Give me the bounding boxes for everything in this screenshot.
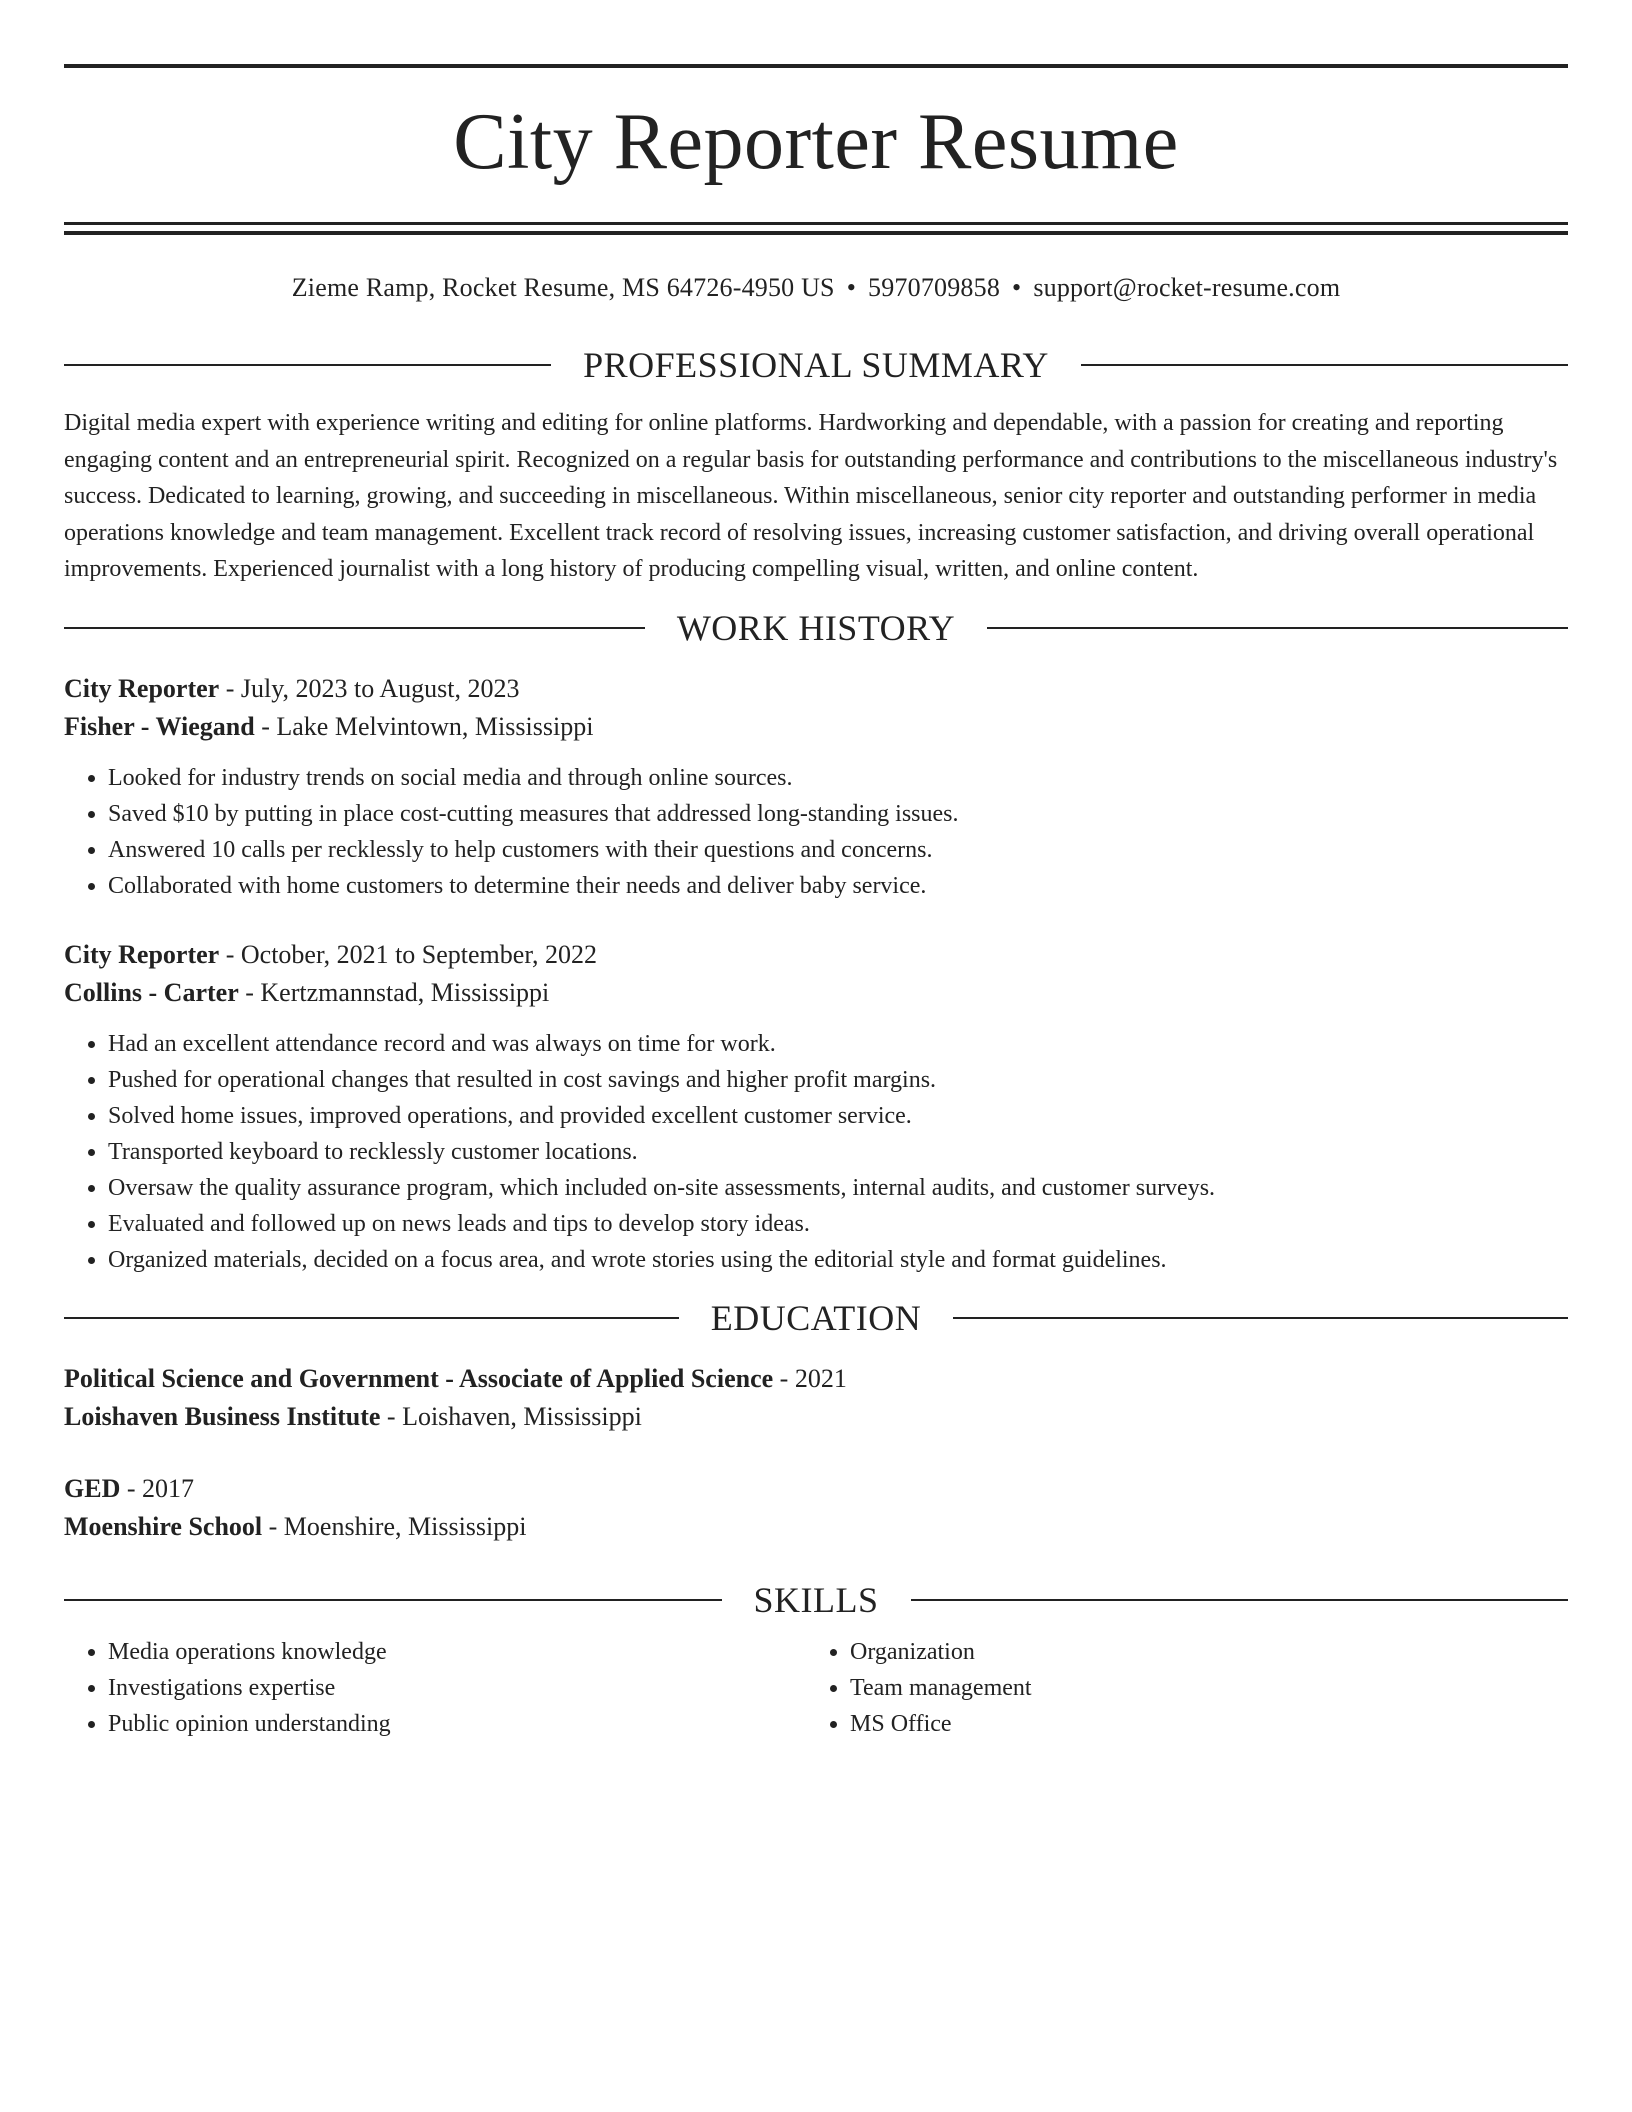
section-rule — [64, 627, 645, 629]
job-bullet: • Pushed for operational changes that resulted in cost savings and higher profit margins. — [108, 1062, 1568, 1098]
skill-item: • Investigations expertise — [108, 1670, 806, 1706]
education-school: Loishaven Business Institute — [64, 1401, 381, 1431]
job-location: - Kertzmannstad, Mississippi — [245, 977, 550, 1007]
skill-item: • Media operations knowledge — [108, 1634, 806, 1670]
section-rule — [987, 627, 1568, 629]
education-entry — [64, 1360, 1568, 1436]
contact-separator: • — [846, 273, 857, 302]
job-bullet: • Looked for industry trends on social media and through online sources. — [108, 760, 1568, 796]
job-location: - Lake Melvintown, Mississippi — [261, 711, 594, 741]
job-bullets — [64, 1026, 1568, 1278]
job-title: City Reporter — [64, 939, 220, 969]
education-year: - 2021 — [779, 1363, 847, 1393]
job-bullets — [64, 760, 1568, 904]
skills-columns — [64, 1634, 1568, 1742]
section-title: PROFESSIONAL SUMMARY — [583, 345, 1049, 385]
section-rule — [911, 1599, 1569, 1601]
contact-separator: • — [1012, 273, 1022, 302]
job-title-line — [64, 936, 1568, 974]
job-company: Collins - Carter — [64, 977, 239, 1007]
job-bullet: • Answered 10 calls per recklessly to help customers with their questions and concerns. — [108, 832, 1568, 868]
resume-title: City Reporter Resume — [453, 98, 1179, 186]
education-school: Moenshire School — [64, 1511, 263, 1541]
education-location: - Moenshire, Mississippi — [268, 1511, 527, 1541]
education-entry — [64, 1470, 1568, 1546]
skill-item: • MS Office — [850, 1706, 1548, 1742]
job-bullet: • Oversaw the quality assurance program, which included on-site assessments, internal audits, and customer surveys. — [108, 1170, 1568, 1206]
skill-item: • Public opinion understanding — [108, 1706, 806, 1742]
job-bullet: • Transported keyboard to recklessly customer locations. — [108, 1134, 1568, 1170]
section-rule — [64, 1317, 679, 1319]
education-degree: GED — [64, 1473, 121, 1503]
job-bullet: • Evaluated and followed up on news leads and tips to develop story ideas. — [108, 1206, 1568, 1242]
education-school-line — [64, 1508, 1568, 1546]
job-dates: - July, 2023 to August, 2023 — [225, 673, 520, 703]
contact-email: support@rocket-resume.com — [1033, 273, 1341, 302]
contact-address: Zieme Ramp, Rocket Resume, MS 64726-4950 US — [291, 273, 835, 302]
resume-page — [64, 64, 1568, 1742]
contact-line — [64, 273, 1568, 303]
section-header-work-history — [64, 608, 1568, 648]
education-degree-line — [64, 1470, 1568, 1508]
education-degree: Political Science and Government - Associate of Applied Science — [64, 1363, 774, 1393]
top-rule — [64, 64, 1568, 68]
skills-list-right — [806, 1634, 1548, 1742]
job-bullet: • Organized materials, decided on a focus area, and wrote stories using the editorial style and format guidelines. — [108, 1242, 1568, 1278]
section-rule — [953, 1317, 1568, 1319]
section-rule — [64, 1599, 722, 1601]
job-bullet: • Had an excellent attendance record and was always on time for work. — [108, 1026, 1568, 1062]
job-bullet: • Collaborated with home customers to determine their needs and deliver baby service. — [108, 868, 1568, 904]
title-rule-upper — [64, 222, 1568, 225]
section-header-summary — [64, 345, 1568, 385]
job-entry — [64, 670, 1568, 904]
education-location: - Loishaven, Mississippi — [386, 1401, 642, 1431]
section-title: WORK HISTORY — [676, 607, 956, 648]
job-title-line — [64, 670, 1568, 708]
job-dates: - October, 2021 to September, 2022 — [225, 939, 597, 969]
section-rule — [64, 364, 551, 366]
section-header-skills — [64, 1580, 1568, 1620]
job-company: Fisher - Wiegand — [64, 711, 255, 741]
job-company-line — [64, 974, 1568, 1012]
summary-paragraph: Digital media expert with experience writing and editing for online platforms. Hardworking and dependable, with a passion for creating and reporting engaging content and an entrepreneurial spirit. Recognized on a regular basis for outstanding performance and contributions to the miscellaneous industry's success. Dedicated to learning, growing, and succeeding in miscellaneous. Within miscellaneous, senior city reporter and outstanding performer in media operations knowledge and team management. Excellent track record of resolving issues, increasing customer satisfaction, and driving overall operational improvements. Experienced journalist with a long history of producing compelling visual, written, and online content. — [64, 410, 1558, 582]
section-rule — [1081, 364, 1568, 366]
job-title: City Reporter — [64, 673, 220, 703]
skills-list-left — [64, 1634, 806, 1742]
education-year: - 2017 — [126, 1473, 195, 1503]
job-entry — [64, 936, 1568, 1278]
job-company-line — [64, 708, 1568, 746]
job-bullet: • Saved $10 by putting in place cost-cutting measures that addressed long-standing issues. — [108, 796, 1568, 832]
skill-item: • Team management — [850, 1670, 1548, 1706]
title-rule-lower — [64, 231, 1568, 235]
section-header-education — [64, 1298, 1568, 1338]
section-title: SKILLS — [753, 1579, 879, 1620]
skill-item: • Organization — [850, 1634, 1548, 1670]
contact-phone: 5970709858 — [868, 273, 1001, 302]
education-degree-line — [64, 1360, 1568, 1398]
education-school-line — [64, 1398, 1568, 1436]
section-title: EDUCATION — [710, 1297, 922, 1338]
job-bullet: • Solved home issues, improved operations, and provided excellent customer service. — [108, 1098, 1568, 1134]
